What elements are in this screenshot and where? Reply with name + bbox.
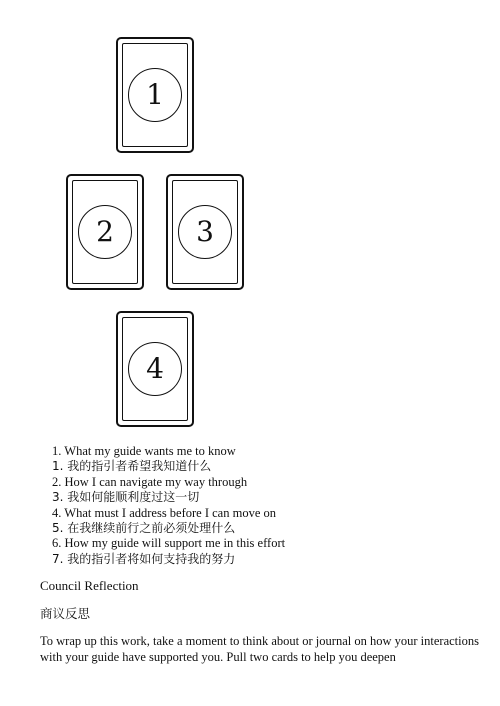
question-item: 4. What must I address before I can move on xyxy=(52,505,277,520)
card-number: 3 xyxy=(196,215,214,248)
tarot-card-2 xyxy=(66,174,144,290)
section-title: Council Reflection xyxy=(40,578,139,593)
question-item: 5. 在我继续前行之前必须处理什么 xyxy=(52,520,236,535)
question-item: 7. 我的指引者将如何支持我的努力 xyxy=(52,551,236,566)
question-item: 2. How I can navigate my way through xyxy=(52,474,248,489)
question-item: 6. How my guide will support me in this effort xyxy=(52,536,286,551)
card-inner-border xyxy=(122,317,188,421)
card-number: 4 xyxy=(146,352,164,385)
section-title-chinese: 商议反思 xyxy=(40,606,91,621)
card-inner-border xyxy=(72,180,138,284)
card-number: 1 xyxy=(146,78,164,111)
card-inner-border xyxy=(172,180,238,284)
position-question-list xyxy=(52,444,285,567)
tarot-card-3 xyxy=(166,174,244,290)
question-item: 1. What my guide wants me to know xyxy=(52,444,236,458)
card-number-circle xyxy=(128,342,182,396)
card-inner-border xyxy=(122,43,188,147)
reflection-paragraph: To wrap up this work, take a moment to think about or journal on how your interactions with your guide have supported you. Pull two cards to help you deepen xyxy=(40,634,479,664)
question-item: 1. 我的指引者希望我知道什么 xyxy=(52,459,212,474)
question-item: 3. 我如何能顺利度过这一切 xyxy=(52,490,200,505)
tarot-card-1 xyxy=(116,37,194,153)
card-number-circle xyxy=(78,205,132,259)
card-number-circle xyxy=(178,205,232,259)
card-number-circle xyxy=(128,68,182,122)
card-number: 2 xyxy=(96,215,114,248)
tarot-card-4 xyxy=(116,311,194,427)
